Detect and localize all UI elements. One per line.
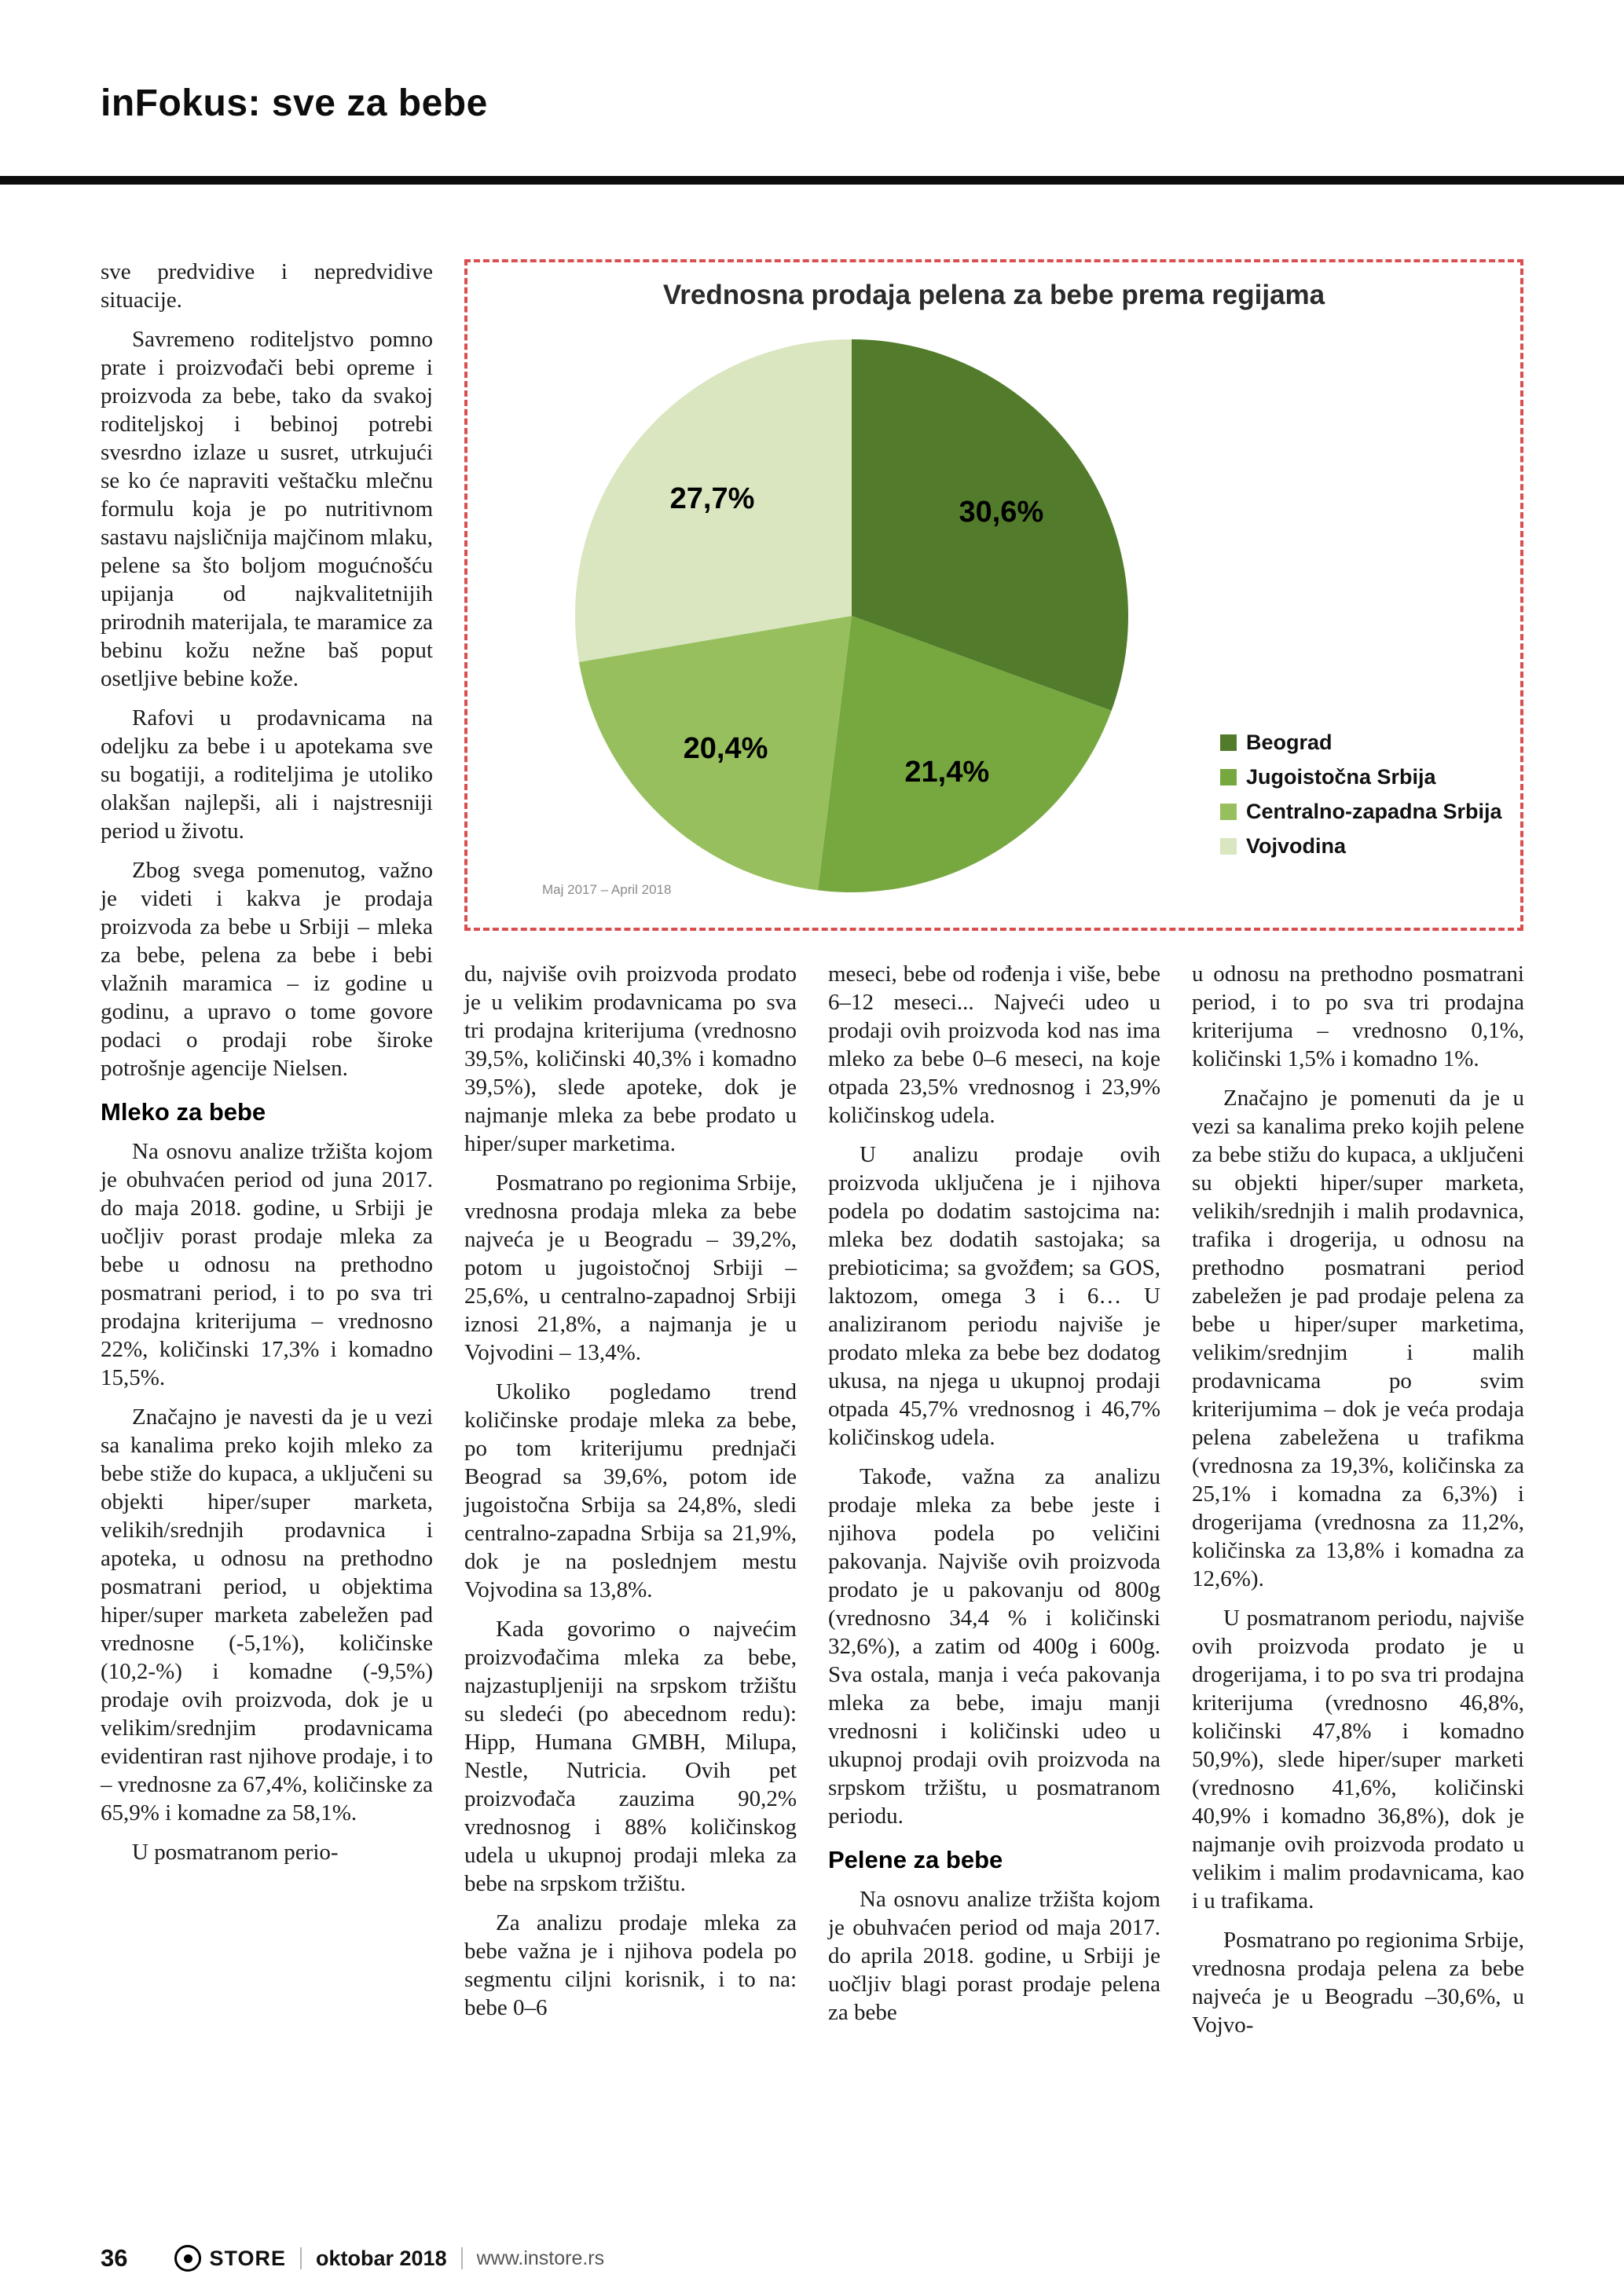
chart-legend [1220, 731, 1502, 869]
article-column-1 [101, 258, 433, 1877]
article-paragraph: Takođe, važna za analizu prodaje mleka za bebe jeste i njihova podela po veličini pakovanja. Najviše ovih proizvoda prodato je u pakovanju od 800g (vrednosno 34,4 % i količinski 32,6%), a zatim od 400g i 600g. Sva ostala, manja i veća pakovanja mleka za bebe, imaju manji vrednosni i količinski udeo u ukupnoj prodaji ovih proizvoda na srpskom tržištu, u posmatranom periodu. [828, 1464, 1160, 1829]
section-heading: Pelene za bebe [828, 1846, 1003, 1873]
legend-swatch [1220, 838, 1237, 855]
legend-swatch [1220, 804, 1237, 820]
legend-swatch [1220, 734, 1237, 751]
footer-divider [300, 2247, 302, 2269]
section-heading: Mleko za bebe [101, 1098, 266, 1126]
pie-slice-label: 21,4% [904, 756, 990, 789]
page-title: inFokus: sve za bebe [101, 82, 488, 124]
legend-swatch [1220, 769, 1237, 785]
page-footer [101, 2244, 604, 2272]
article-column-4 [1192, 960, 1524, 2050]
article-paragraph: Značajno je pomenuti da je u vezi sa kanalima preko kojih pelene za bebe stižu do kupaca, a uključeni su objekti hiper/super marketa, velikih/srednjih i malih prodavnica, trafika i drogerija, u odnosu na prethodno posmatrani period zabeležen je pad prodaje pelena za bebe u hiper/super marketima, velikim/srednjim i malih prodavnicama po svim kriterijumima – dok je veća prodaja pelena zabeležena u trafikma (vrednosna za 19,3%, količinska za 25,1% i komadna za 6,3%) i drogerijama (vrednosna za 11,2%, količinska za 13,8% i komadna za 12,6%). [1192, 1086, 1524, 1591]
legend-label: Beograd [1246, 731, 1333, 754]
article-paragraph: du, najviše ovih proizvoda prodato je u velikim prodavnicama po sva tri prodajna kriterijuma (vrednosno 39,5%, količinski 40,3% i komadno 39,5%), slede apoteke, dok je najmanje mleka za bebe prodato u hiper/super marketima. [464, 961, 797, 1156]
chart-title: Vrednosna prodaja pelena za bebe prema regijama [662, 280, 1325, 310]
legend-item [1220, 834, 1502, 859]
article-paragraph: Posmatrano po regionima Srbije, vrednosna prodaja pelena za bebe najveća je u Beogradu –30,6%, u Vojvo- [1192, 1928, 1524, 2038]
article-paragraph: sve predvidive i nepredvidive situacije. [101, 259, 433, 313]
article-paragraph: Kada govorimo o najvećim proizvođačima mleka za bebe, najzastupljeniji na srpskom tržištu su sledeći (po abecednom redu): Hipp, Humana GMBH, Milupa, Nestle, Nutricia. Ovih pet proizvođača zauzima 90,2% vrednosnog i 88% količinskog udela u ukupnoj prodaji mleka za bebe na srpskom tržištu. [464, 1617, 797, 1896]
header-rule [0, 176, 1624, 185]
article-paragraph: Ukoliko pogledamo trend količinske prodaje mleka za bebe, po tom kriterijumu prednjači Beograd sa 39,6%, potom ide jugoistočna Srbija sa 24,8%, sledi centralno-zapadna Srbija sa 21,9%, dok je na poslednjem mestu Vojvodina sa 13,8%. [464, 1379, 797, 1602]
article-paragraph: Rafovi u prodavnicama na odeljku za bebe i u apotekama sve su bogatiji, a roditeljima je utoliko olakšan najlepši, ali i najstresniji period u životu. [101, 705, 433, 844]
pie-slice-label: 20,4% [683, 731, 768, 765]
article-paragraph: U analizu prodaje ovih proizvoda uključena je i njihova podela po dodatim sastojcima na: mleka bez dodatih sastojaka; sa prebioticima; sa gvožđem; sa GOS, laktozom, omega 3 i 6… U analiziranom periodu najviše je prodato mleka za bebe bez dodatog ukusa, na njega u ukupnoj prodaji otpada 45,7% vrednosnog i 46,7% količinskog udela. [828, 1142, 1160, 1450]
store-logo-dot [184, 2254, 192, 2263]
legend-label: Vojvodina [1246, 834, 1347, 858]
article-column-3 [828, 960, 1160, 2038]
legend-label: Centralno-zapadna Srbija [1246, 800, 1502, 823]
footer-divider [461, 2247, 463, 2269]
legend-label: Jugoistočna Srbija [1246, 765, 1436, 789]
article-paragraph: Savremeno roditeljstvo pomno prate i proizvođači bebi opreme i proizvoda za bebe, tako da svakoj roditeljskoj i bebinoj potrebi svesrdno izlaze u susret, utrkujući se ko će napraviti veštačku mlečnu formulu koja je po nutritivnom sastavu najsličnija majčinom mlaku, pelene sa što boljom mogućnošću upijanja od najkvalitetnijih prirodnih materijala, te maramice za bebinu kožu nežne baš poput osetljive bebine kože. [101, 327, 433, 691]
legend-item [1220, 765, 1502, 789]
article-paragraph: Posmatrano po regionima Srbije, vrednosna prodaja mleka za bebe najveća je u Beogradu – 39,2%, potom u jugoistočnoj Srbiji – 25,6%, u centralno-zapadnoj Srbiji iznosi 21,8%, a najmanja je u Vojvodini – 13,4%. [464, 1170, 797, 1365]
pie-slice-label: 30,6% [959, 495, 1044, 529]
article-paragraph: u odnosu na prethodno posmatrani period, i to po sva tri prodajna kriterijuma – vrednosno 0,1%, količinski 1,5% i komadno 1%. [1192, 961, 1524, 1071]
article-paragraph: U posmatranom periodu, najviše ovih proizvoda prodato je u drogerijama, i to po sva tri prodajna kriterijuma (vrednosno 46,8%, količinski 47,8% i komadno 50,9%), slede hiper/super marketi (vrednosno 41,6%, količinski 40,9% i komadno 36,8%), dok je najmanje ovih proizvoda prodato u velikim i malim prodavnicama, kao i u trafikama. [1192, 1606, 1524, 1913]
article-paragraph: meseci, bebe od rođenja i više, bebe 6–12 meseci... Najveći udeo u prodaji ovih proizvoda kod nas ima mleko za bebe 0–6 meseci, na koje otpada 23,5% vrednosnog i 23,9% količinskog udela. [828, 961, 1160, 1128]
website-url: www.instore.rs [476, 2247, 605, 2269]
pie-chart-panel [464, 259, 1523, 931]
article-paragraph: Zbog svega pomenutog, važno je videti i kakva je prodaja proizvoda za bebe u Srbiji – mleka za bebe, pelena za bebe i bebi vlažnih maramica – iz godine u godinu, a upravo o tome govore podaci o prodaji robe široke potrošnje agencije Nielsen. [101, 858, 433, 1081]
issue-date: oktobar 2018 [316, 2246, 447, 2270]
article-paragraph: Na osnovu analize tržišta kojom je obuhvaćen period od juna 2017. do maja 2018. godine, u Srbiji je uočljiv porast prodaje mleka za bebe u odnosu na prethodno posmatrani period, i to po sva tri prodajna kriterijuma – vrednosno 22%, količinski 17,3% i komadno 15,5%. [101, 1139, 433, 1390]
article-paragraph: Značajno je navesti da je u vezi sa kanalima preko kojih mleko za bebe stiže do kupaca, a uključeni su objekti hiper/super marketa, velikih/srednjih prodavnica i apoteka, u odnosu na prethodno posmatrani period, u objektima hiper/super marketa zabeležen pad vrednosne (-5,1%), količinske (10,2-%) i komadne (-9,5%) prodaje ovih proizvoda, dok je u velikim/srednjim prodavnicama evidentiran rast njihove prodaje, i to – vrednosne za 67,4%, količinske za 65,9% i komadne za 58,1%. [101, 1404, 433, 1825]
article-paragraph: U posmatranom perio- [132, 1840, 339, 1865]
chart-period-caption: Maj 2017 – April 2018 [542, 882, 672, 897]
brand-name: STORE [209, 2246, 287, 2270]
article-paragraph: Za analizu prodaje mleka za bebe važna je i njihova podela po segmentu ciljni korisnik, i to na: bebe 0–6 [464, 1910, 797, 2020]
page-number: 36 [101, 2244, 128, 2272]
legend-item [1220, 800, 1502, 824]
pie-slice-label: 27,7% [669, 482, 755, 516]
article-paragraph: Na osnovu analize tržišta kojom je obuhvaćen period od maja 2017. do aprila 2018. godine, u Srbiji je uočljiv blagi porast prodaje pelena za bebe [828, 1887, 1160, 2025]
article-column-2 [464, 960, 797, 2033]
store-logo-icon [174, 2245, 201, 2272]
legend-item [1220, 731, 1502, 755]
